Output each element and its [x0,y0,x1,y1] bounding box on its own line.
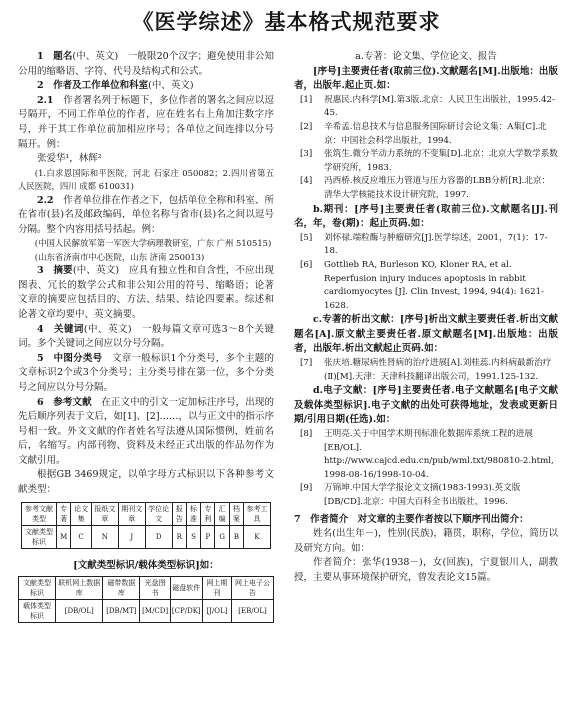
electronic-literature-format: d.电子文献：[序号]主要责任者.电子文献题名[电子文献及载体类型标识].电子文献的出处可获得地址，发表或更新日期/引用日期(任选).如： [294,385,558,426]
media-table-caption: [文献类型标识/载体类型标识]如： [73,559,219,571]
section-5 [18,352,274,396]
table-cell: K [244,525,271,548]
table-cell: N [91,525,118,548]
table-cell: 报纸文章 [91,502,118,525]
reference-item [294,232,558,259]
table-cell: 汇编 [215,502,229,525]
section-5-heading: 5 中图分类号 [37,352,103,364]
monograph-subheading: a.专著：论文集、学位论文、报告 [355,51,497,62]
section-1-heading: 1 题名 [37,51,73,62]
monograph-format: [序号]主要责任者(取前三位).文献题名[M].出版地：出版者，出版年.起止页.如： [294,65,558,92]
reference-number: [1] [300,94,313,105]
table-row [19,577,274,600]
section-2-text: (中、英文) [148,80,194,92]
example-author-names: 张爱华¹，林辉² [37,153,102,165]
table-cell: [EB/OL] [232,600,274,623]
reference-item [294,148,558,175]
reference-text: 辛希孟.信息技术与信息服务国际研讨会论文集：A集[C].北京：中国社会科学出版社，1994. [324,121,547,146]
table-cell: R [172,525,186,548]
reference-item [294,175,558,202]
reference-text: Gottlieb RA, Burleson KO, Kloner RA, et al. Reperfusion injury induces apoptosis in rabbit cardiomyocytes [J]. Clin Invest, 1994, 94(4): 1621-1628. [324,259,544,311]
section-2-2-text: 作者单位排在作者之下，包括单位全称和科室、所在省市(县)名及邮政编码，单位名称与省市(县)名之间以逗号分隔。整个内容用括号括起。例： [18,194,274,235]
reference-item [294,259,558,313]
reference-number: [8] [300,429,313,440]
table-cell: [DB/MT] [103,600,140,623]
left-column [18,50,274,623]
table-cell: [CP/DK] [170,600,202,623]
section-2-1-text: 作者署名列于标题下，多位作者的署名之间应以逗号隔开，不同工作单位的作者，应在姓名右上角加注数字序号，并于其工作单位前加相应序号；各单位之间连排以分号隔开。例： [18,94,274,150]
table-cell: C [71,525,92,548]
reference-text: 王明亮.关于中国学术期刊标准化数据库系统工程的进展[EB/OL]. http://www.cajcd.edu.cn/pub/wml.txt/980810-2.html, 1998-08-16/1998-10-04. [324,429,554,480]
table-cell: [DB/OL] [56,600,103,623]
section-3-text: (中、英文) 应具有独立性和自含性，不应出现图表、冗长的数学公式和非公知公用的符号、缩略语；论著文章的摘要应包括目的、方法、结果、结论四要素。综述和论著文章均要中、英文摘要。 [18,265,274,320]
table-cell: J [118,525,145,548]
table-row [22,525,271,548]
table-cell: 网上期刊 [202,577,231,600]
table-cell: 期刊文章 [118,502,145,525]
section-7 [294,513,558,528]
section-6 [18,396,274,469]
section-4 [18,323,274,352]
table-cell: B [229,525,243,548]
section-6-rule: 根据GB 3469规定，以单字母方式标识以下各种参考文献类型： [18,469,274,496]
section-5-text: 文章一般标识1个分类号，多个主题的文章标识2个或3个分类号；主分类号排在第一位，多个分类号之间应以分号分隔。 [18,352,274,393]
reference-text: 冯西桥.核反应堆压力管道与压力容器的LBB分析[R].北京：清华大学核能技术设计研究院，1997. [324,176,551,200]
table-cell: 专著 [57,502,71,525]
author-bio-example: 作者简介：张华(1938－)，女(回族)，宁夏银川人，副教授，主要从事环境保护研究，曾发表论文15篇。 [294,557,558,583]
section-2 [18,79,274,94]
section-2-1-heading: 2.1 [37,94,54,106]
table-cell: D [145,525,172,548]
table-cell: 文献类型标识 [19,577,56,600]
reference-item [294,94,558,121]
reference-number: [6] [300,259,313,270]
section-2-2-heading: 2.2 [37,194,54,206]
reference-number: [2] [300,121,313,132]
reference-number: [4] [300,176,313,187]
table-cell: 磁带数据库 [103,577,140,600]
table-cell: S [186,525,200,548]
table-cell: [M/CD] [140,600,171,623]
reference-number: [7] [300,358,313,369]
example-affiliation-2: (山东省济南市中心医院，山东 济南 250013) [34,251,205,262]
table-cell: 论文集 [71,502,92,525]
right-column [294,50,558,586]
table-cell: [J/OL] [202,600,231,623]
reference-text: 张筑生.微分半动力系统的不变集[D].北京：北京大学数学系数学研究所，1983. [324,149,558,173]
table-cell: 文献类型标识 [22,525,57,548]
author-bio-format: 姓名(出生年－)，性别(民族)，籍贯，职称，学位，简历以及研究方向。如： [294,528,558,554]
example-affiliation-1: (中国人民解放军第一军医大学病理教研室，广东 广州 510515) [34,238,272,249]
extracted-literature-format: c.专著的析出文献：[序号]析出文献主要责任者.析出文献题名[A].原文献主要责任者.原文献题名[M].出版地：出版者，出版年.析出文献起止页码.如： [294,314,558,355]
reference-text: 祝惠民.内科学[M].第3版.北京：人民卫生出版社，1995.42-45. [324,94,555,119]
page-title: 《医学综述》基本格式规范要求 [132,9,441,34]
table-cell: M [57,525,71,548]
reference-number: [5] [300,232,313,243]
table-cell: 学位论文 [145,502,172,525]
table-cell: 网上电子公告 [232,577,274,600]
table-cell: 标准 [186,502,200,525]
table-cell: 专利 [201,502,215,525]
reference-text: 张庆培.糖尿病性肾病的治疗进展[A].刘桂蕊.内科病最新治疗(Ⅱ)[M].天津：天津科技翻译出版公司，1991.125-132. [324,358,552,382]
reference-type-code-table [21,502,271,549]
table-cell: 报告 [172,502,186,525]
section-7-heading: 7 作者简介 [294,513,349,525]
reference-item [294,482,558,509]
section-2-2 [18,194,274,238]
table-cell: 档案 [229,502,243,525]
table-cell: 磁盘软件 [170,577,202,600]
example-affiliation: (1.白求恩国际和平医院，河北 石家庄 050082；2.四川省第五人民医院，四川 成都 610031) [18,167,274,192]
table-cell: 光盘图书 [140,577,171,600]
table-cell: G [215,525,229,548]
table-cell: 载体类型标识 [19,600,56,623]
section-2-heading: 2 作者及工作单位和科室 [37,80,149,92]
section-3-heading: 3 摘要 [37,265,73,277]
section-2-1 [18,94,274,152]
section-4-heading: 4 关键词 [37,323,84,335]
reference-item [294,428,558,482]
reference-item [294,121,558,148]
media-type-code-table [18,576,274,623]
table-cell: 联机网上数据库 [56,577,103,600]
table-row [19,600,274,623]
table-row [22,502,271,525]
table-cell: 参考文献类型 [22,502,57,525]
reference-number: [9] [300,483,313,494]
table-cell: P [201,525,215,548]
journal-format: b.期刊：[序号]主要责任者(取前三位).文献题名[J].刊名，年，卷(期)：起止页码.如： [294,203,558,230]
section-1-text: (中、英文) 一般限20个汉字；避免使用非公知公用的缩略语、字符、代号及结构式和公式。 [18,51,274,77]
section-6-text: 在正文中的引文一定加标注序号，出现的先后顺序列表于文后，如[1]、[2]……，以与正文中的指示序号相一致。外文文献的作者姓名写法遵从国际惯例，姓前名后，名缩写。内部刊物、资料及未经正式出版的作品勿作为文献引用。 [18,396,274,466]
reference-number: [3] [300,149,313,160]
section-4-text: (中、英文) 一般每篇文章可选3～8个关键词。多个关键词之间应以分号分隔。 [18,323,274,350]
reference-item [294,357,558,384]
section-6-heading: 6 参考文献 [37,396,92,408]
section-1 [18,50,274,79]
reference-text: 刘怀禄.端粒酶与肿瘤研究[J].医学综述，2001，7(1)：17-18. [324,232,548,257]
section-7-text: 对文章的主要作者按以下顺序刊出简介： [348,513,529,525]
reference-text: 万锦坤.中国大学学报论文文摘(1983-1993).英文版[DB/CD].北京：中国大百科全书出版社，1996. [324,483,521,507]
section-3 [18,264,274,322]
table-cell: 参考工具 [244,502,271,525]
